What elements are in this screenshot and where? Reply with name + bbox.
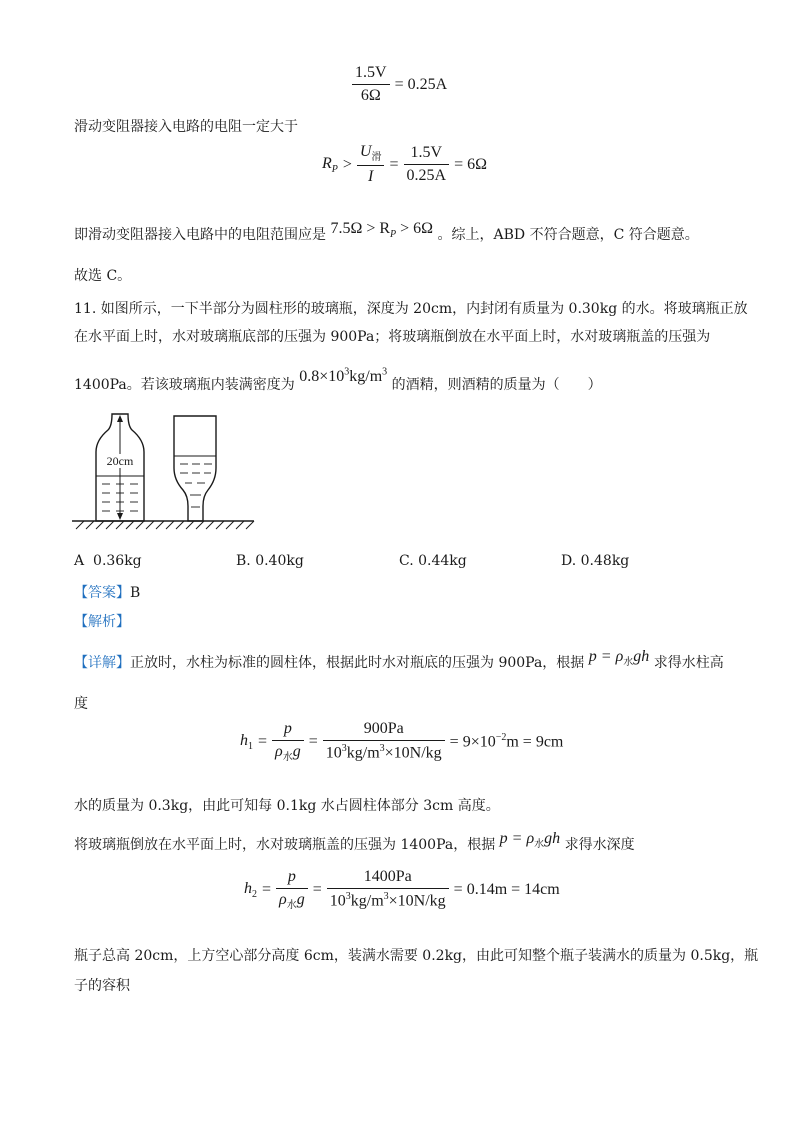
equation-resistance: $R_P$ > $\frac{U_滑}{I}$ = $\frac{1.5V}{0.25A}$ = 6Ω <box>322 143 487 186</box>
option-a[interactable]: A 0.36kg <box>74 553 142 569</box>
equation-h2: $h_2$ = $\frac{p}{\rho_水g}$ = $\frac{1400Pa}{10^3kg/m^3\times 10N/kg}$ = 0.14m = 14cm <box>244 868 560 912</box>
paragraph-text: 滑动变阻器接入电路的电阻一定大于 <box>74 119 298 135</box>
option-d[interactable]: D. 0.48kg <box>561 553 630 569</box>
answer: 【答案】B <box>74 585 141 601</box>
option-c[interactable]: C. 0.44kg <box>399 553 467 569</box>
bottle-figure <box>70 410 260 535</box>
detail-text: 度 <box>74 696 88 712</box>
equation-current: $\frac{1.5V}{6\Omega}$ = 0.25A <box>352 64 447 105</box>
fraction: $\frac{U_滑}{I}$ <box>357 143 385 186</box>
paragraph-text: 水的质量为 0.3kg，由此可知每 0.1kg 水占圆柱体部分 3cm 高度。 <box>74 798 500 814</box>
option-b[interactable]: B. 0.40kg <box>236 553 304 569</box>
paragraph-text: 即滑动变阻器接入电路中的电阻范围应是 $7.5\Omega > R_P > 6\Omega$ 。综上，ABD 不符合题意，C 符合题意。 <box>74 220 699 243</box>
question-text: 在水平面上时，水对玻璃瓶底部的压强为 900Pa；将玻璃瓶倒放在水平面上时，水对玻璃瓶盖的压强为 <box>74 329 711 345</box>
paragraph-text: 故选 C。 <box>74 268 132 284</box>
question-text: 11. 如图所示，一下半部分为圆柱形的玻璃瓶，深度为 20cm，内封闭有质量为 0.30kg 的水。将玻璃瓶正放 <box>74 301 748 317</box>
paragraph-text: 子的容积 <box>74 978 130 994</box>
height-label: 20cm <box>106 454 134 468</box>
fraction: $\frac{1400Pa}{10^3kg/m^3\times 10N/kg}$ <box>327 868 449 910</box>
fraction: $\frac{1.5V}{0.25A}$ <box>404 144 450 185</box>
paragraph-text: 将玻璃瓶倒放在水平面上时，水对玻璃瓶盖的压强为 1400Pa，根据 $p = \rho_水gh$ 求得水深度 <box>74 830 635 853</box>
detail-text: 【详解】正放时，水柱为标准的圆柱体，根据此时水对瓶底的压强为 900Pa，根据 $p = \rho_水gh$ 求得水柱高 <box>74 648 724 671</box>
question-text: 1400Pa。若该玻璃瓶内装满密度为 $0.8\times 10^3kg/m^3$ 的酒精，则酒精的质量为（ ） <box>74 366 602 393</box>
fraction: $\frac{900Pa}{10^3kg/m^3\times 10N/kg}$ <box>323 720 445 762</box>
equation-h1: $h_1$ = $\frac{p}{\rho_水g}$ = $\frac{900Pa}{10^3kg/m^3\times 10N/kg}$ = $9\times 10^{-2}m = 9cm$ <box>240 720 564 764</box>
fraction: $\frac{1.5V}{6\Omega}$ <box>352 64 390 105</box>
analysis-tag: 【解析】 <box>74 614 130 630</box>
fraction: $\frac{p}{\rho_水g}$ <box>276 868 308 911</box>
fraction: $\frac{p}{\rho_水g}$ <box>272 720 304 763</box>
paragraph-text: 瓶子总高 20cm，上方空心部分高度 6cm，装满水需要 0.2kg，由此可知整个瓶子装满水的质量为 0.5kg，瓶 <box>74 948 759 964</box>
